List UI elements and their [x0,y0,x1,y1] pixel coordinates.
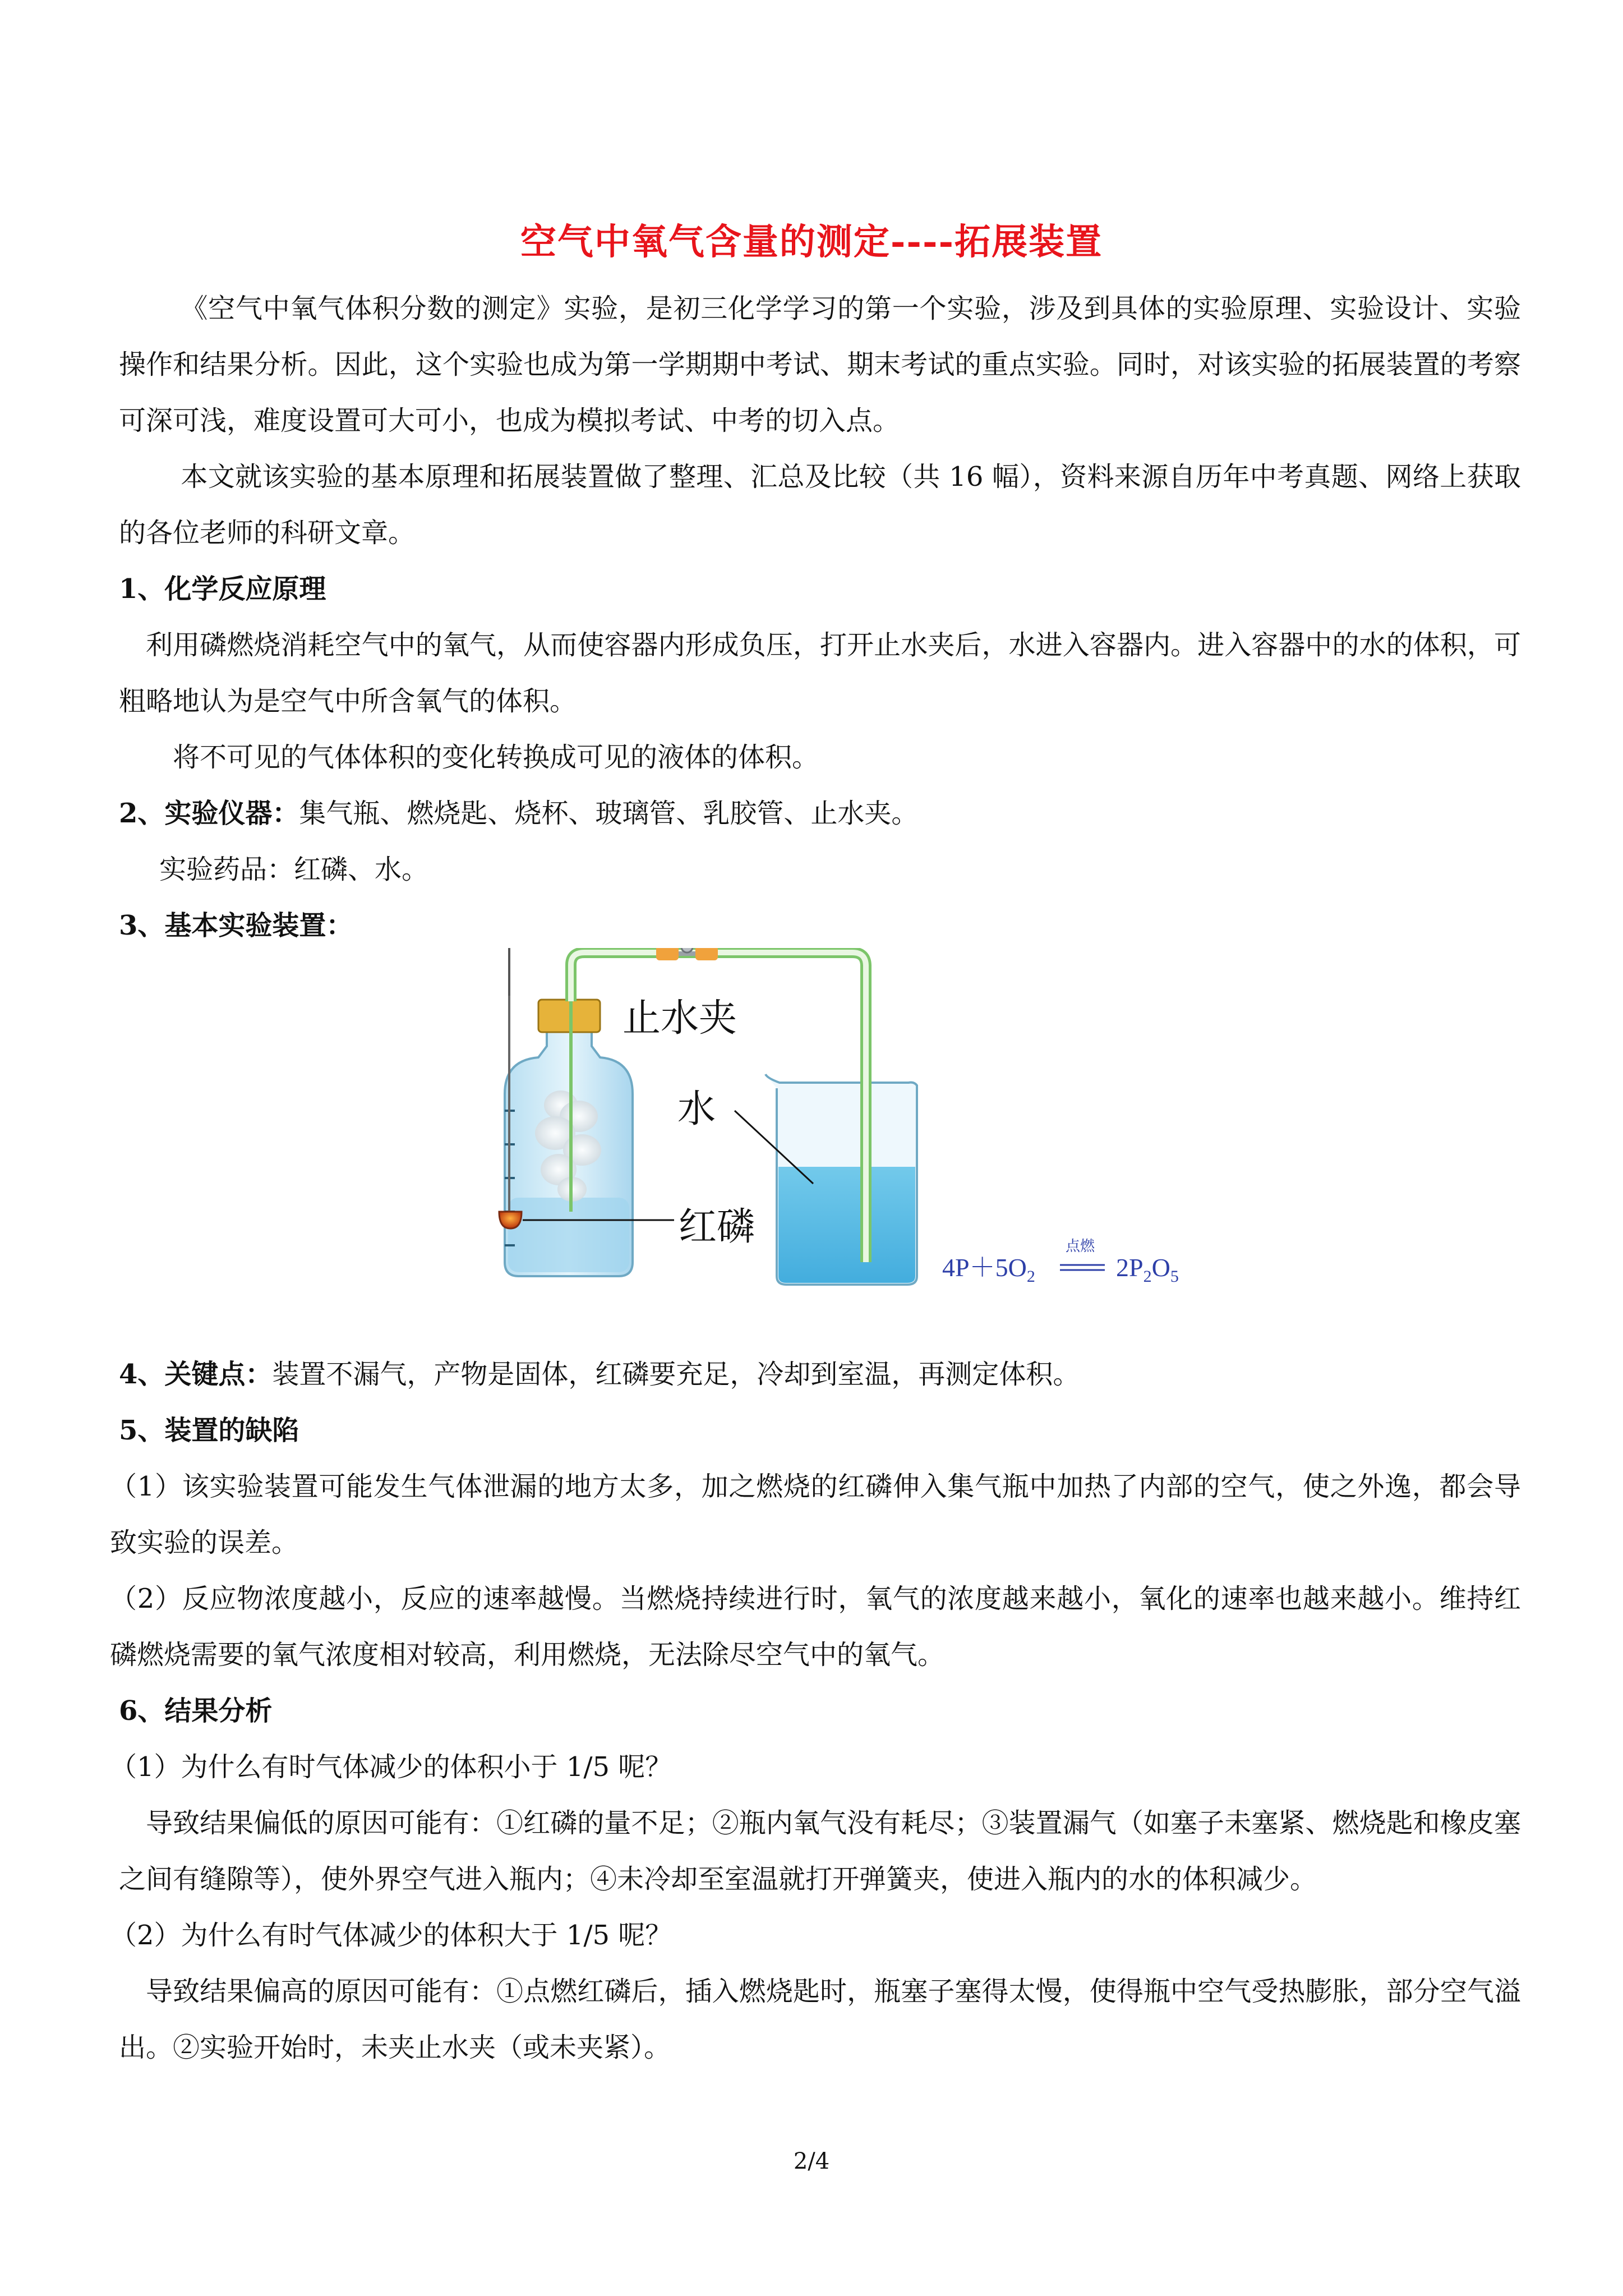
clamp-icon [656,948,718,960]
red-phosphorus [499,1212,522,1228]
section-6-answer-2: 导致结果偏高的原因可能有：①点燃红磷后，插入燃烧匙时，瓶塞子塞得太慢，使得瓶中空气受热膨胀，部分空气溢出。②实验开始时，未夹止水夹（或未夹紧）。 [119,1976,1521,2063]
beaker-water [778,1167,915,1283]
page-number: 2/4 [793,2148,830,2174]
section-1-heading: 1、化学反应原理 [119,573,326,605]
section-1-paragraph-2: 将不可见的气体体积的变化转换成可见的液体的体积。 [173,742,819,773]
equation-condition: 点燃 [1066,1238,1095,1255]
section-5-paragraph-1: （1）该实验装置可能发生气体泄漏的地方太多，加之燃烧的红磷伸入集气瓶中加热了内部的空气，使之外逸，都会导致实验的误差。 [110,1471,1521,1558]
page-title: 空气中氧气含量的测定----拓展装置 [520,221,1103,263]
equation-left: $4P+5O_2$ [942,1253,1035,1286]
section-6-answer-1: 导致结果偏低的原因可能有：①红磷的量不足；②瓶内氧气没有耗尽；③装置漏气（如塞子未塞紧、燃烧匙和橡皮塞之间有缝隙等），使外界空气进入瓶内；④未冷却至室温就打开弹簧夹，使进入瓶内的水的体积减少。 [119,1807,1521,1895]
section-6-question-1: （1）为什么有时气体减少的体积小于 1/5 呢？ [110,1751,672,1783]
section-6-question-2: （2）为什么有时气体减少的体积大于 1/5 呢？ [110,1920,672,1951]
section-5-heading: 5、装置的缺陷 [119,1415,299,1446]
apparatus-figure [454,948,1239,1307]
instrument-list: 集气瓶、燃烧匙、烧杯、玻璃管、乳胶管、止水夹。 [299,798,919,829]
section-2-line [119,785,1555,841]
chemical-equation [942,1238,1179,1286]
reagent-list: 实验药品：红磷、水。 [159,854,429,885]
section-4-heading: 4、关键点： [119,1359,273,1390]
section-5-paragraph-2: （2）反应物浓度越小，反应的速率越慢。当燃烧持续进行时，氧气的浓度越来越小，氧化的速率也越来越小。维持红磷燃烧需要的氧气浓度相对较高，利用燃烧，无法除尽空气中的氧气。 [110,1583,1521,1671]
clamp-label: 止水夹 [623,996,737,1041]
section-6-heading: 6、结果分析 [119,1695,273,1727]
section-3-heading: 3、基本实验装置： [119,910,353,941]
phosphorus-label: 红磷 [679,1205,755,1249]
section-1-paragraph-1: 利用磷燃烧消耗空气中的氧气，从而使容器内形成负压，打开止水夹后，水进入容器内。进入容器中的水的体积，可粗略地认为是空气中所含氧气的体积。 [119,629,1521,717]
section-2-heading: 2、实验仪器： [119,798,299,829]
beaker [766,1074,917,1285]
section-4-text: 装置不漏气，产物是固体，红磷要充足，冷却到室温，再测定体积。 [272,1359,1080,1390]
water-label: 水 [677,1087,716,1131]
intro-paragraph-1: 《空气中氧气体积分数的测定》实验，是初三化学学习的第一个实验，涉及到具体的实验原理、实验设计、实验操作和结果分析。因此，这个实验也成为第一学期期中考试、期末考试的重点实验。同时，对该实验的拓展装置的考察可深可浅，难度设置可大可小，也成为模拟考试、中考的切入点。 [119,293,1521,436]
equation-right: $2P_2O_5$ [1116,1253,1179,1286]
section-4-line [119,1346,1555,1402]
intro-paragraph-2: 本文就该实验的基本原理和拓展装置做了整理、汇总及比较（共 16 幅），资料来源自历年中考真题、网络上获取的各位老师的科研文章。 [119,461,1521,549]
